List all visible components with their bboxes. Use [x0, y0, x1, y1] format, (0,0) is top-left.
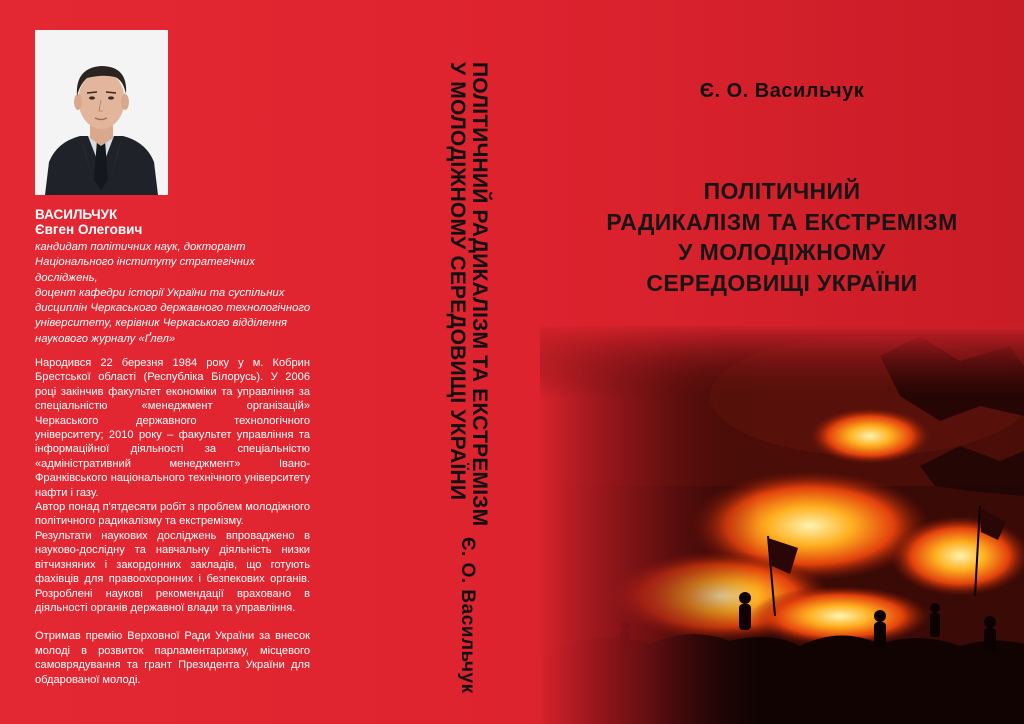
book-title-line: ПОЛІТИЧНИЙ: [703, 178, 861, 204]
bio-paragraph: Результати наукових досліджень впроваджено в науково-дослідну та навчальну діяльність низки вітчизняних і закордонних закладів, що готують фахівців для правоохоронних і безпекових органів. Розроблені наукові рекомендації враховано в діяльності органів державної влади та управління.: [35, 529, 310, 614]
author-given-names: Євген Олегович: [35, 222, 143, 237]
author-surname: ВАСИЛЬЧУК: [35, 207, 118, 222]
bio-paragraph: Народився 22 березня 1984 року у м. Кобрин Брестської області (Республіка Білорусь). У 2006 році закінчив факультет економіки та управління за спеціальністю «менеджмент організацій» Черкаського державного технологічного університету; 2010 року – факультет управління та інформаційної діяльності за спеціальністю «адміністративний менеджмент» Івано-Франківського національного технічного університету нафти і газу.: [35, 357, 310, 499]
author-name: [35, 207, 415, 237]
author-credentials: кандидат політичних наук, докторант Національного інституту стратегічних досліджень, доцент кафедри історії України та суспільних дисциплін Черкаського державного технологічного університету, керівник Черкаського відділення наукового журналу «Ґлел»: [35, 241, 311, 345]
book-title-line: РАДИКАЛІЗМ ТА ЕКСТРЕМІЗМ: [606, 208, 958, 235]
cover-photo-fire-scene: [540, 326, 1024, 724]
bio-paragraph: Отримав премію Верховної Ради України за внесок молоді в розвиток парламентаризму, місцевого самоврядування та грант Президента України для обдарованої молоді.: [35, 630, 310, 686]
book-spine: [440, 0, 540, 724]
front-author: Є. О. Васильчук: [699, 80, 865, 102]
author-biography: [35, 356, 310, 687]
book-title: [540, 176, 1024, 298]
back-cover: [0, 0, 440, 724]
book-title-line: У МОЛОДІЖНОМУ: [678, 239, 886, 265]
bio-paragraph: Автор понад п'ятдесяти робіт з проблем молодіжного політичного радикалізму та екстремізму.: [35, 501, 310, 528]
spine-author: Є. О. Васильчук: [457, 537, 478, 694]
spine-title-line: ПОЛІТИЧНИЙ РАДИКАЛІЗМ ТА ЕКСТРЕМІЗМ: [468, 62, 491, 527]
spine-title-line: У МОЛОДІЖНОМУ СЕРЕДОВИЩІ УКРАЇНИ: [446, 62, 469, 501]
author-photo: [35, 30, 168, 195]
book-title-line: СЕРЕДОВИЩІ УКРАЇНИ: [646, 269, 918, 296]
